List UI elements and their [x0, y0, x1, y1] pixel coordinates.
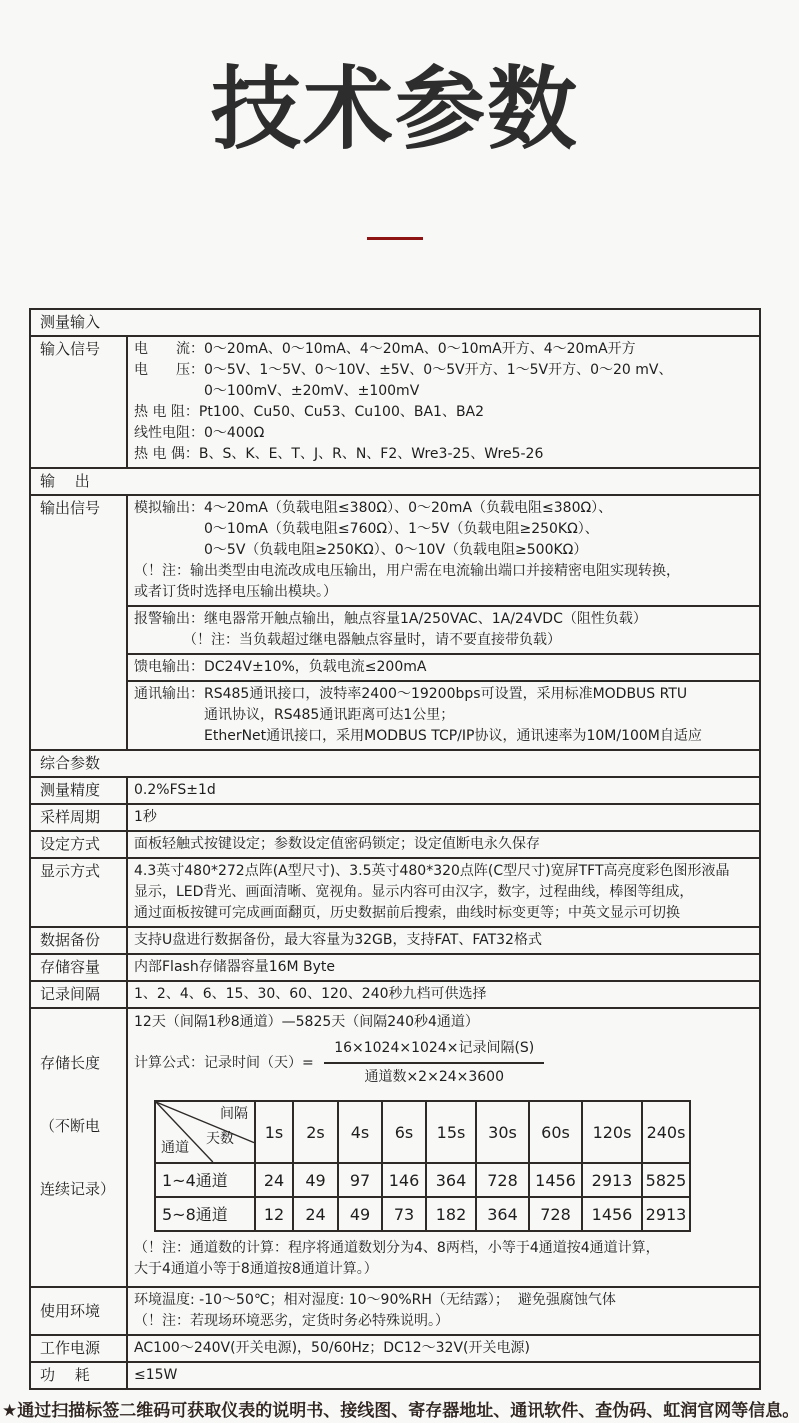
- row-input-signal: [31, 335, 759, 467]
- matrix-cell: 2913: [642, 1197, 690, 1231]
- text-line: 0～5V（负载电阻≥250KΩ）、0～10V（负载电阻≥500KΩ）: [134, 542, 588, 558]
- storage-intro-line: 12天（间隔1秒8通道）—5825天（间隔240秒4通道）: [134, 1014, 479, 1030]
- text-line: 支持U盘进行数据备份，最大容量为32GB，支持FAT、FAT32格式: [134, 932, 542, 948]
- matrix-cell: 12: [255, 1197, 293, 1231]
- label-line: 连续记录）: [40, 1180, 116, 1198]
- matrix-cell: 728: [476, 1163, 529, 1197]
- fraction-numerator: 16×1024×1024×记录间隔(S): [324, 1038, 544, 1064]
- matrix-cell: 1456: [582, 1197, 642, 1231]
- text-line: 热 电 阻：Pt100、Cu50、Cu53、Cu100、BA1、BA2: [134, 404, 485, 420]
- text-line: AC100～240V(开关电源)，50/60Hz；DC12～32V(开关电源): [134, 1340, 530, 1356]
- row-setting-method: [31, 830, 759, 857]
- row-content: [126, 955, 759, 980]
- row-label: 功 耗: [40, 1366, 90, 1384]
- matrix-interval-header: 240s: [642, 1101, 690, 1163]
- text-line: ≤15W: [134, 1367, 178, 1383]
- row-label: 数据备份: [40, 931, 101, 949]
- formula-prefix: 计算公式：记录时间（天）=: [134, 1054, 319, 1071]
- row-label: 使用环境: [40, 1301, 101, 1320]
- row-label: 存储容量: [40, 958, 101, 976]
- row-power-consumption: [31, 1361, 759, 1388]
- matrix-cell: 49: [338, 1197, 382, 1231]
- content-block: [128, 337, 759, 467]
- page-title: 技术参数: [211, 57, 579, 162]
- matrix-interval-header: 15s: [426, 1101, 476, 1163]
- matrix-cell: 49: [293, 1163, 338, 1197]
- text-line: 1、2、4、6、15、30、60、120、240秒九档可供选择: [134, 986, 487, 1002]
- matrix-interval-header: 1s: [255, 1101, 293, 1163]
- row-content: [126, 1009, 759, 1286]
- section-row-measure-input: [31, 310, 759, 335]
- matrix-cell: 24: [255, 1163, 293, 1197]
- corner-label-interval: 间隔: [220, 1106, 248, 1122]
- matrix-header-row: [155, 1101, 690, 1163]
- text-line: 热 电 偶：B、S、K、E、T、J、R、N、F2、Wre3-25、Wre5-26: [134, 446, 544, 462]
- row-display-method: [31, 857, 759, 926]
- corner-label-days: 天数: [206, 1131, 234, 1147]
- text-line: 4.3英寸480*272点阵(A型尺寸)、3.5英寸480*320点阵(C型尺寸)宽屏TFT高亮度彩色图形液晶: [134, 863, 730, 879]
- row-power-supply: [31, 1334, 759, 1361]
- content-block-analog-output: [128, 496, 759, 605]
- row-content: [126, 859, 759, 926]
- matrix-data-row: [155, 1197, 690, 1231]
- matrix-interval-header: 4s: [338, 1101, 382, 1163]
- matrix-cell: 728: [529, 1197, 582, 1231]
- row-content: [126, 1336, 759, 1361]
- row-label: 采样周期: [40, 808, 101, 826]
- row-content: [126, 337, 759, 467]
- storage-matrix-table: [154, 1100, 691, 1232]
- row-output-signal: [31, 494, 759, 749]
- matrix-row-label: 1~4通道: [155, 1163, 255, 1197]
- text-line: 通过面板按键可完成画面翻页，历史数据前后搜索，曲线时标变更等；中英文显示可切换: [134, 905, 680, 921]
- row-content: [126, 832, 759, 857]
- text-line: 大于4通道小等于8通道按8通道计算。）: [134, 1261, 378, 1277]
- section-label: 输 出: [40, 472, 90, 490]
- matrix-interval-header: 30s: [476, 1101, 529, 1163]
- text-line: 1秒: [134, 809, 157, 825]
- row-data-backup: [31, 926, 759, 953]
- text-line: 馈电输出：DC24V±10%，负载电流≤200mA: [134, 659, 427, 675]
- matrix-cell: 97: [338, 1163, 382, 1197]
- storage-note: [134, 1238, 759, 1280]
- text-line: （！注：若现场环境恶劣，定货时务必特殊说明。）: [134, 1313, 449, 1329]
- text-line: 0～100mV、±20mV、±100mV: [134, 383, 420, 399]
- matrix-interval-header: 2s: [293, 1101, 338, 1163]
- section-row-output: [31, 467, 759, 494]
- matrix-corner-cell: [155, 1101, 255, 1163]
- text-line: 报警输出：继电器常开触点输出，触点容量1A/250VAC、1A/24VDC（阻性负载）: [134, 611, 647, 627]
- content-block-comm-output: [128, 680, 759, 749]
- row-content: [126, 928, 759, 953]
- row-storage-length: [31, 1007, 759, 1286]
- text-line: （！注：当负载超过继电器触点容量时，请不要直接带负载）: [134, 632, 561, 648]
- matrix-cell: 73: [382, 1197, 426, 1231]
- matrix-interval-header: 6s: [382, 1101, 426, 1163]
- row-content: [126, 778, 759, 803]
- row-content: [126, 496, 759, 749]
- matrix-data-row: [155, 1163, 690, 1197]
- matrix-cell: 5825: [642, 1163, 690, 1197]
- text-line: 线性电阻：0～400Ω: [134, 425, 265, 441]
- row-sampling-period: [31, 803, 759, 830]
- section-row-general-params: [31, 749, 759, 776]
- formula-fraction: [324, 1038, 544, 1088]
- text-line: 显示，LED背光、画面清晰、宽视角。显示内容可由汉字，数字，过程曲线，棒图等组成，: [134, 884, 694, 900]
- row-accuracy: [31, 776, 759, 803]
- text-line: 模拟输出：4～20mA（负载电阻≤380Ω）、0～20mA（负载电阻≤380Ω）、: [134, 500, 613, 516]
- row-label: [31, 1009, 126, 1286]
- fraction-denominator: 通道数×2×24×3600: [364, 1069, 504, 1085]
- text-line: 面板轻触式按键设定；参数设定值密码锁定；设定值断电永久保存: [134, 836, 540, 852]
- row-label: 记录间隔: [40, 985, 101, 1003]
- section-label: 测量输入: [40, 313, 101, 331]
- row-content: [126, 805, 759, 830]
- storage-formula: [134, 1038, 759, 1088]
- text-line: 电 压：0～5V、1～5V、0～10V、±5V、0～5V开方、1～5V开方、0～20 mV、: [134, 362, 673, 378]
- row-content: [126, 1288, 759, 1334]
- matrix-cell: 24: [293, 1197, 338, 1231]
- label-line: （不断电: [40, 1117, 101, 1135]
- row-label: 输入信号: [40, 340, 101, 358]
- corner-label-channel: 通道: [161, 1140, 189, 1156]
- matrix-cell: 364: [476, 1197, 529, 1231]
- row-environment: [31, 1286, 759, 1334]
- text-line: 或者订货时选择电压输出模块。）: [134, 584, 337, 600]
- matrix-cell: 1456: [529, 1163, 582, 1197]
- row-label: 工作电源: [40, 1339, 101, 1357]
- row-label: 测量精度: [40, 781, 101, 799]
- text-line: （！注：通道数的计算：程序将通道数划分为4、8两档，小等于4通道按4通道计算，: [134, 1240, 660, 1256]
- row-content: [126, 982, 759, 1007]
- matrix-interval-header: 60s: [529, 1101, 582, 1163]
- row-label: 输出信号: [40, 499, 101, 517]
- row-content: [126, 1363, 759, 1388]
- text-line: 电 流：0～20mA、0～10mA、4～20mA、0～10mA开方、4～20mA开方: [134, 341, 636, 357]
- text-line: 0～10mA（负载电阻≤760Ω）、1～5V（负载电阻≥250KΩ）、: [134, 521, 599, 537]
- row-record-interval: [31, 980, 759, 1007]
- section-label: 综合参数: [40, 754, 101, 772]
- matrix-cell: 182: [426, 1197, 476, 1231]
- title-divider: [367, 237, 423, 240]
- label-line: 存储长度: [40, 1054, 101, 1072]
- text-line: EtherNet通讯接口，采用MODBUS TCP/IP协议，通讯速率为10M/100M自适应: [134, 728, 702, 744]
- matrix-cell: 146: [382, 1163, 426, 1197]
- matrix-interval-header: 120s: [582, 1101, 642, 1163]
- text-line: 环境温度: -10～50℃；相对湿度: 10～90%RH（无结露）； 避免强腐蚀气体: [134, 1292, 616, 1308]
- row-label: 显示方式: [40, 862, 101, 880]
- text-line: （！注：输出类型由电流改成电压输出，用户需在电流输出端口并接精密电阻实现转换，: [134, 563, 680, 579]
- text-line: 内部Flash存储器容量16M Byte: [134, 959, 336, 975]
- spec-table: [29, 308, 761, 1390]
- row-label: 设定方式: [40, 835, 101, 853]
- text-line: 0.2%FS±1d: [134, 782, 216, 798]
- row-storage-capacity: [31, 953, 759, 980]
- matrix-cell: 2913: [582, 1163, 642, 1197]
- content-block-alarm-output: [128, 605, 759, 653]
- text-line: 通讯输出：RS485通讯接口，波特率2400～19200bps可设置，采用标准MODBUS RTU: [134, 686, 688, 702]
- matrix-cell: 364: [426, 1163, 476, 1197]
- text-line: 通讯协议，RS485通讯距离可达1公里；: [134, 707, 455, 723]
- matrix-row-label: 5~8通道: [155, 1197, 255, 1231]
- content-block-feed-output: [128, 653, 759, 680]
- footer-note: ★通过扫描标签二维码可获取仪表的说明书、接线图、寄存器地址、通讯软件、查伪码、虹润官网等信息。: [2, 1401, 799, 1421]
